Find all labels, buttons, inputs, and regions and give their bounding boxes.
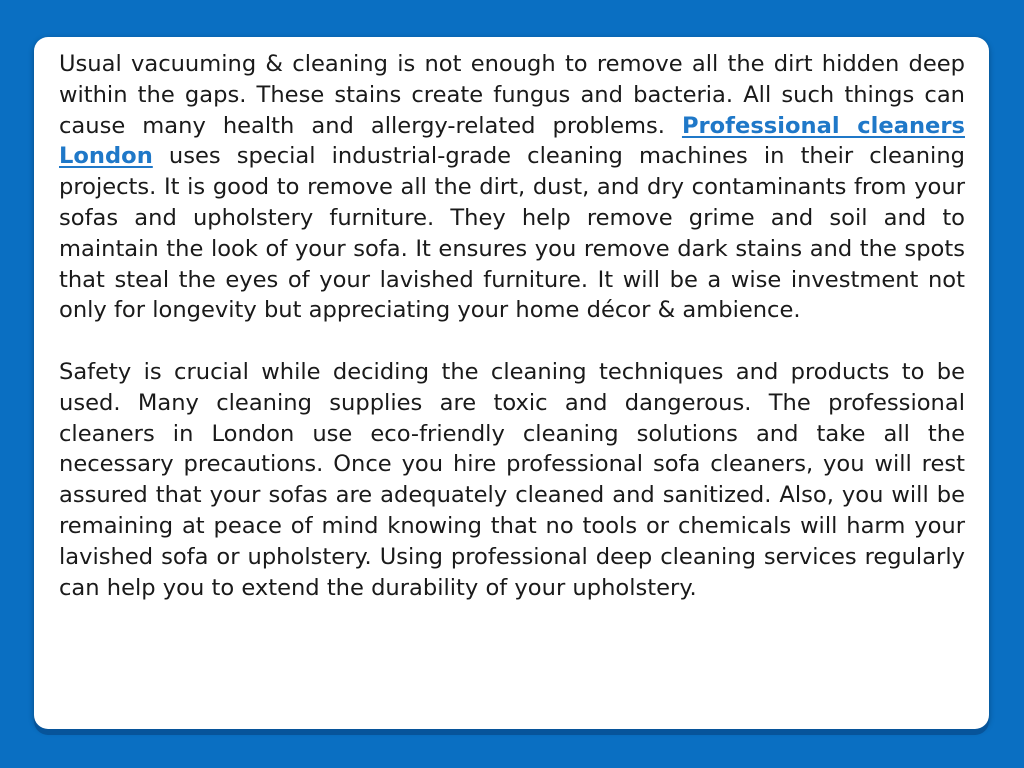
professional-cleaners-london-link[interactable]: Professional cleaners London <box>59 112 965 170</box>
paragraph-1-text-before-link: Usual vacuuming & cleaning is not enough to remove all the dirt hidden deep within the gaps. These stains create fungus and bacteria. All such things can cause many health and allergy-related problems. <box>59 51 965 139</box>
paragraph-1-text-after-link: uses special industrial-grade cleaning machines in their cleaning projects. It is good to remove all the dirt, dust, and dry contaminants from your sofas and upholstery furniture. They help remove grime and soil and to maintain the look of your sofa. It ensures you remove dark stains and the spots that steal the eyes of your lavished furniture. It will be a wise investment not only for longevity but appreciating your home décor & ambience. <box>59 143 965 324</box>
paragraph-safety: Safety is crucial while deciding the cleaning techniques and products to be used. Many cleaning supplies are toxic and dangerous. The professional cleaners in London use eco-friendly cleaning solutions and take all the necessary precautions. Once you hire professional sofa cleaners, you will rest assured that your sofas are adequately cleaned and sanitized. Also, you will be remaining at peace of mind knowing that no tools or chemicals will harm your lavished sofa or upholstery. Using professional deep cleaning services regularly can help you to extend the durability of your upholstery. <box>59 358 965 601</box>
paragraph-cleaning-intro <box>59 49 965 326</box>
content-card <box>34 37 989 729</box>
